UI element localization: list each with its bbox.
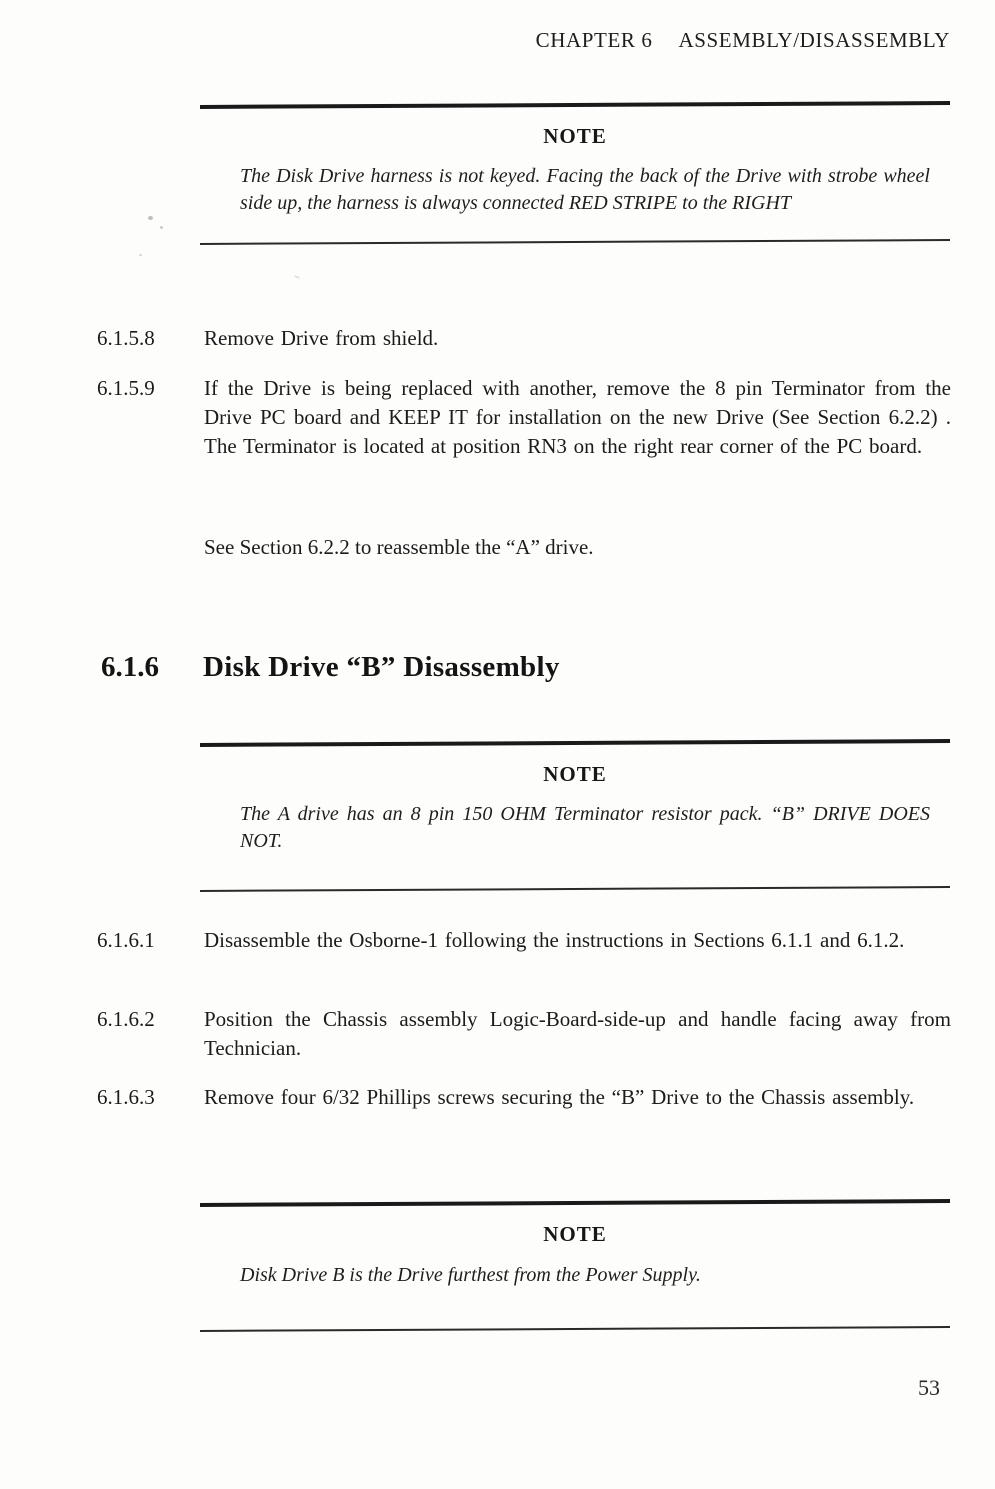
page-number: 53 xyxy=(918,1375,940,1400)
note1-bottom-rule xyxy=(200,239,950,245)
step-text: Remove four 6/32 Phillips screws securing the “B” Drive to the Chassis assembly. xyxy=(204,1085,915,1109)
note2-body: The A drive has an 8 pin 150 OHM Terminator resistor pack. “B” DRIVE DOES NOT. xyxy=(240,803,930,852)
header-chapter: CHAPTER 6 xyxy=(535,28,653,52)
step-text: Position the Chassis assembly Logic-Board-side-up and handle facing away from Technician. xyxy=(204,1007,951,1060)
note1-top-rule xyxy=(200,101,950,109)
step-number: 6.1.5.9 xyxy=(97,376,155,400)
note3-body: Disk Drive B is the Drive furthest from the Power Supply. xyxy=(240,1264,701,1286)
step-number: 6.1.6.2 xyxy=(97,1007,155,1031)
step-number: 6.1.6.1 xyxy=(97,928,155,952)
step-text: Remove Drive from shield. xyxy=(204,326,439,350)
header-title: ASSEMBLY/DISASSEMBLY xyxy=(678,28,950,52)
note3-label: NOTE xyxy=(543,1222,607,1246)
step-number: 6.1.5.8 xyxy=(97,326,155,350)
step-text: Disassemble the Osborne-1 following the instructions in Sections 6.1.1 and 6.1.2. xyxy=(204,928,905,952)
note2-label: NOTE xyxy=(543,762,607,786)
note3-top-rule xyxy=(200,1199,950,1207)
step-number: 6.1.6.3 xyxy=(97,1085,155,1109)
note3-bottom-rule xyxy=(200,1326,950,1332)
section-title: Disk Drive “B” Disassembly xyxy=(203,651,560,683)
section-number: 6.1.6 xyxy=(101,651,159,683)
note1-body: The Disk Drive harness is not keyed. Facing the back of the Drive with strobe wheel side up, the harness is always connected RED STRIPE to the RIGHT xyxy=(240,165,930,214)
see-reference: See Section 6.2.2 to reassemble the “A” drive. xyxy=(204,535,594,559)
note2-bottom-rule xyxy=(200,886,950,892)
note1-label: NOTE xyxy=(543,124,607,148)
running-header xyxy=(536,28,950,53)
note2-top-rule xyxy=(200,739,950,747)
step-text: If the Drive is being replaced with another, remove the 8 pin Terminator from the Drive PC board and KEEP IT for installation on the new Drive (See Section 6.2.2) . The Terminator is located at position RN3 on the right rear corner of the PC board. xyxy=(204,376,951,458)
